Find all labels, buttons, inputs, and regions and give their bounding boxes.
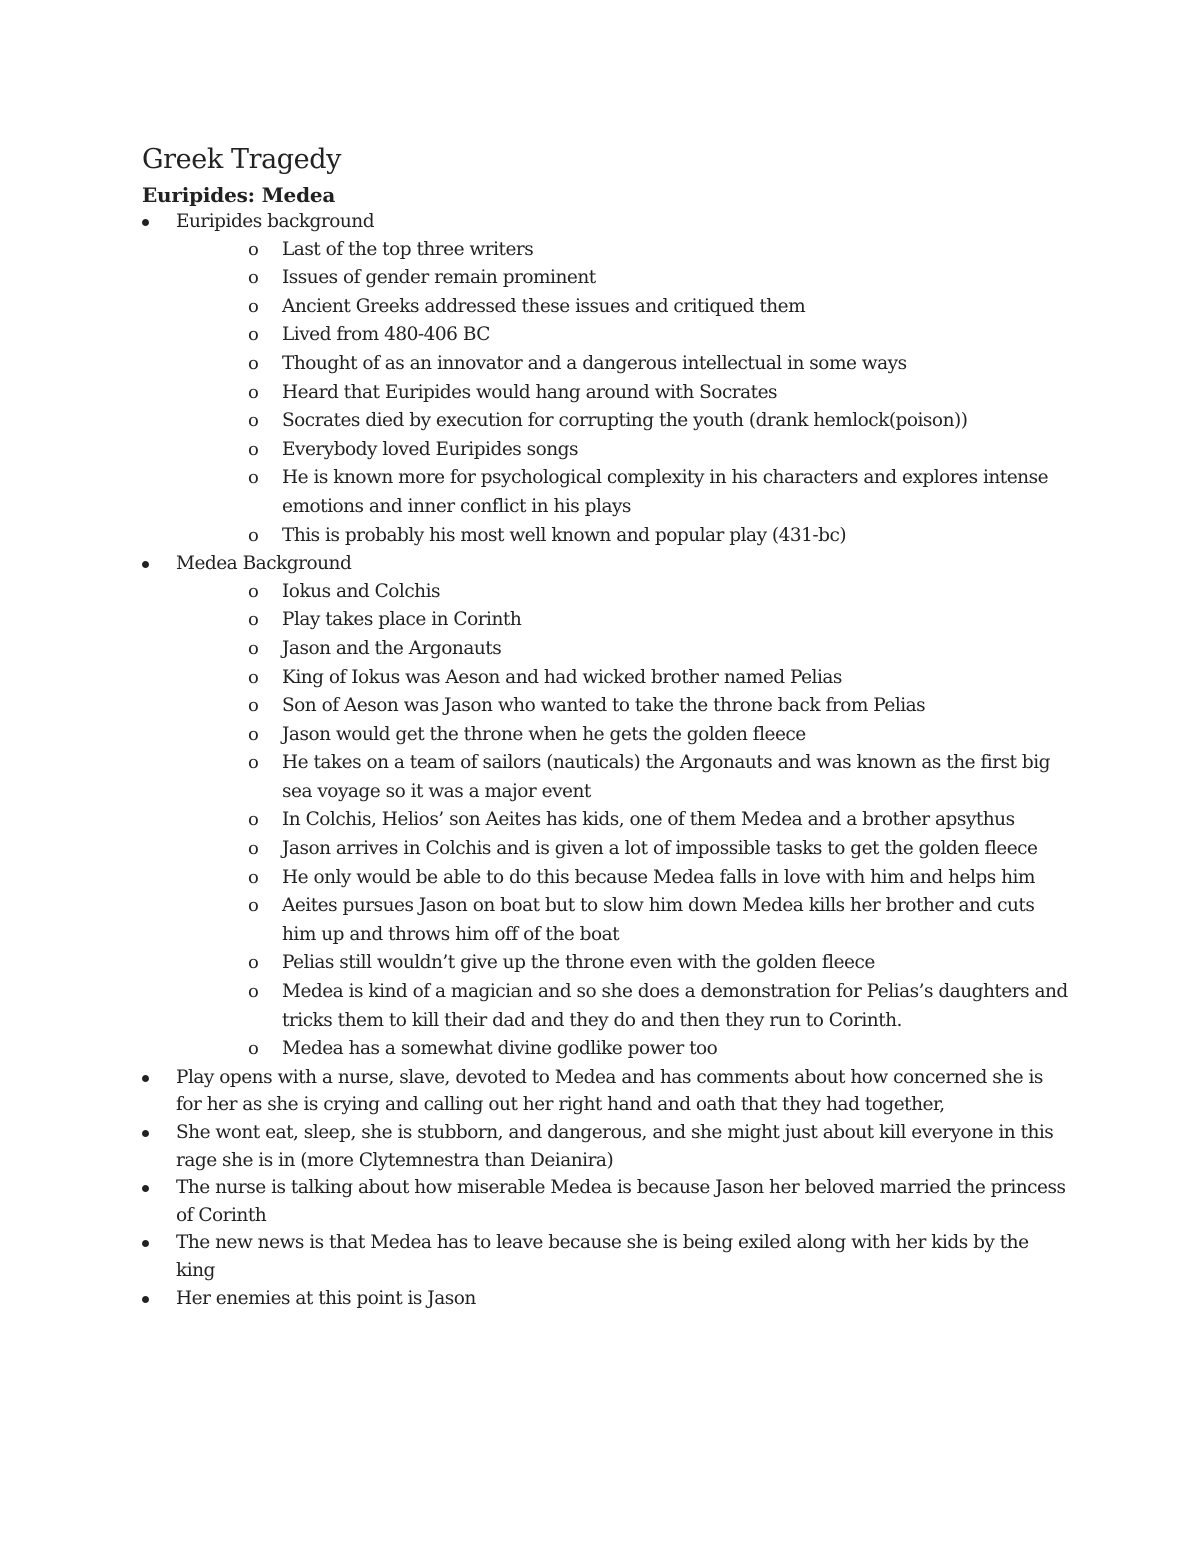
sub-bullet-list (0, 236, 1066, 551)
sub-bullet-item (0, 835, 1072, 864)
sub-bullet-text: Jason and the Argonauts (282, 637, 502, 659)
sub-bullet-text: Everybody loved Euripides songs (282, 438, 579, 460)
notes-content (0, 208, 1200, 1312)
sub-bullet-text: Jason would get the throne when he gets the golden fleece (282, 723, 806, 745)
sub-bullet-item (0, 293, 1072, 322)
bullet-dot-icon (142, 1130, 149, 1137)
bullet-text: The nurse is talking about how miserable Medea is because Jason her beloved married the princess of Corinth (176, 1177, 1066, 1226)
bullet-dot-icon (142, 1075, 149, 1082)
bullet-dot-icon (142, 219, 149, 226)
bullet-text: She wont eat, sleep, she is stubborn, and dangerous, and she might just about kill everyone in this rage she is in (more Clytemnestra than Deianira) (176, 1122, 1054, 1171)
circle-bullet-icon: o (248, 981, 259, 1003)
sub-bullet-text: Ancient Greeks addressed these issues and critiqued them (282, 295, 806, 317)
sub-bullet-item (0, 321, 1072, 350)
sub-bullet-text: He is known more for psychological complexity in his characters and explores intense emotions and inner conflict in his plays (282, 467, 1049, 517)
sub-bullet-item (0, 407, 1072, 436)
sub-bullet-item (0, 664, 1072, 693)
sub-bullet-item (0, 464, 1072, 521)
sub-bullet-text: King of Iokus was Aeson and had wicked brother named Pelias (282, 666, 842, 688)
sub-bullet-item (0, 606, 1072, 635)
sub-bullet-text: Medea is kind of a magician and so she does a demonstration for Pelias’s daughters and tricks them to kill their dad and they do and then they run to Corinth. (282, 981, 1068, 1031)
circle-bullet-icon: o (248, 324, 259, 346)
sub-bullet-item (0, 978, 1072, 1035)
sub-bullet-item (0, 578, 1072, 607)
bullet-item (0, 1119, 1066, 1174)
sub-bullet-item (0, 436, 1072, 465)
circle-bullet-icon: o (248, 238, 259, 260)
circle-bullet-icon: o (248, 295, 259, 317)
circle-bullet-icon: o (248, 410, 259, 432)
sub-bullet-list (0, 578, 1066, 1064)
circle-bullet-icon: o (248, 666, 259, 688)
sub-bullet-item (0, 379, 1072, 408)
sub-bullet-text: He only would be able to do this because Medea falls in love with him and helps him (282, 866, 1035, 888)
circle-bullet-icon: o (248, 267, 259, 289)
sub-bullet-text: Issues of gender remain prominent (282, 267, 596, 289)
page-subtitle: Euripides: Medea (142, 183, 336, 207)
bullet-dot-icon (142, 1185, 149, 1192)
page-title: Greek Tragedy (142, 144, 341, 175)
sub-bullet-text: This is probably his most well known and popular play (431-bc) (282, 524, 847, 546)
bullet-list (0, 208, 1200, 1312)
sub-bullet-text: Jason arrives in Colchis and is given a lot of impossible tasks to get the golden fleece (282, 838, 1038, 860)
circle-bullet-icon: o (248, 695, 259, 717)
sub-bullet-text: In Colchis, Helios’ son Aeites has kids, one of them Medea and a brother apsythus (282, 809, 1015, 831)
bullet-dot-icon (142, 1240, 149, 1247)
bullet-text: Her enemies at this point is Jason (176, 1287, 476, 1309)
bullet-dot-icon (142, 1296, 149, 1303)
circle-bullet-icon: o (248, 381, 259, 403)
sub-bullet-text: Aeites pursues Jason on boat but to slow him down Medea kills her brother and cuts him up and throws him off of the boat (282, 895, 1035, 945)
sub-bullet-item (0, 635, 1072, 664)
sub-bullet-item (0, 692, 1072, 721)
bullet-item (0, 1064, 1066, 1119)
bullet-dot-icon (142, 561, 149, 568)
circle-bullet-icon: o (248, 609, 259, 631)
sub-bullet-text: Pelias still wouldn’t give up the throne even with the golden fleece (282, 952, 875, 974)
bullet-text: Medea Background (176, 553, 352, 575)
bullet-item (0, 550, 1066, 1064)
sub-bullet-item (0, 264, 1072, 293)
sub-bullet-text: Socrates died by execution for corrupting the youth (drank hemlock(poison)) (282, 410, 968, 432)
circle-bullet-icon: o (248, 723, 259, 745)
sub-bullet-item (0, 721, 1072, 750)
bullet-item (0, 1174, 1066, 1229)
sub-bullet-text: Medea has a somewhat divine godlike power too (282, 1038, 718, 1060)
circle-bullet-icon: o (248, 752, 259, 774)
bullet-item (0, 208, 1066, 550)
sub-bullet-item (0, 806, 1072, 835)
circle-bullet-icon: o (248, 580, 259, 602)
sub-bullet-text: Lived from 480-406 BC (282, 324, 490, 346)
circle-bullet-icon: o (248, 1038, 259, 1060)
circle-bullet-icon: o (248, 838, 259, 860)
circle-bullet-icon: o (248, 895, 259, 917)
sub-bullet-text: Heard that Euripides would hang around with Socrates (282, 381, 778, 403)
sub-bullet-item (0, 236, 1072, 265)
bullet-text: The new news is that Medea has to leave because she is being exiled along with her kids by the king (176, 1232, 1029, 1281)
circle-bullet-icon: o (248, 467, 259, 489)
circle-bullet-icon: o (248, 637, 259, 659)
sub-bullet-text: Play takes place in Corinth (282, 609, 522, 631)
circle-bullet-icon: o (248, 866, 259, 888)
sub-bullet-text: Thought of as an innovator and a dangerous intellectual in some ways (282, 352, 907, 374)
bullet-text: Euripides background (176, 211, 375, 232)
sub-bullet-text: Son of Aeson was Jason who wanted to take the throne back from Pelias (282, 695, 926, 717)
bullet-item (0, 1285, 1066, 1313)
sub-bullet-item (0, 864, 1072, 893)
sub-bullet-item (0, 949, 1072, 978)
circle-bullet-icon: o (248, 352, 259, 374)
sub-bullet-text: Last of the top three writers (282, 238, 534, 260)
sub-bullet-item (0, 350, 1072, 379)
sub-bullet-text: He takes on a team of sailors (nauticals) the Argonauts and was known as the first big sea voyage so it was a major event (282, 752, 1050, 802)
bullet-item (0, 1229, 1066, 1284)
sub-bullet-item (0, 749, 1072, 806)
bullet-text: Play opens with a nurse, slave, devoted to Medea and has comments about how concerned she is for her as she is crying and calling out her right hand and oath that they had together, (176, 1066, 1043, 1116)
sub-bullet-item (0, 892, 1072, 949)
circle-bullet-icon: o (248, 809, 259, 831)
circle-bullet-icon: o (248, 438, 259, 460)
sub-bullet-text: Iokus and Colchis (282, 580, 441, 602)
sub-bullet-item (0, 1035, 1072, 1064)
circle-bullet-icon: o (248, 952, 259, 974)
circle-bullet-icon: o (248, 524, 259, 546)
sub-bullet-item (0, 522, 1072, 551)
